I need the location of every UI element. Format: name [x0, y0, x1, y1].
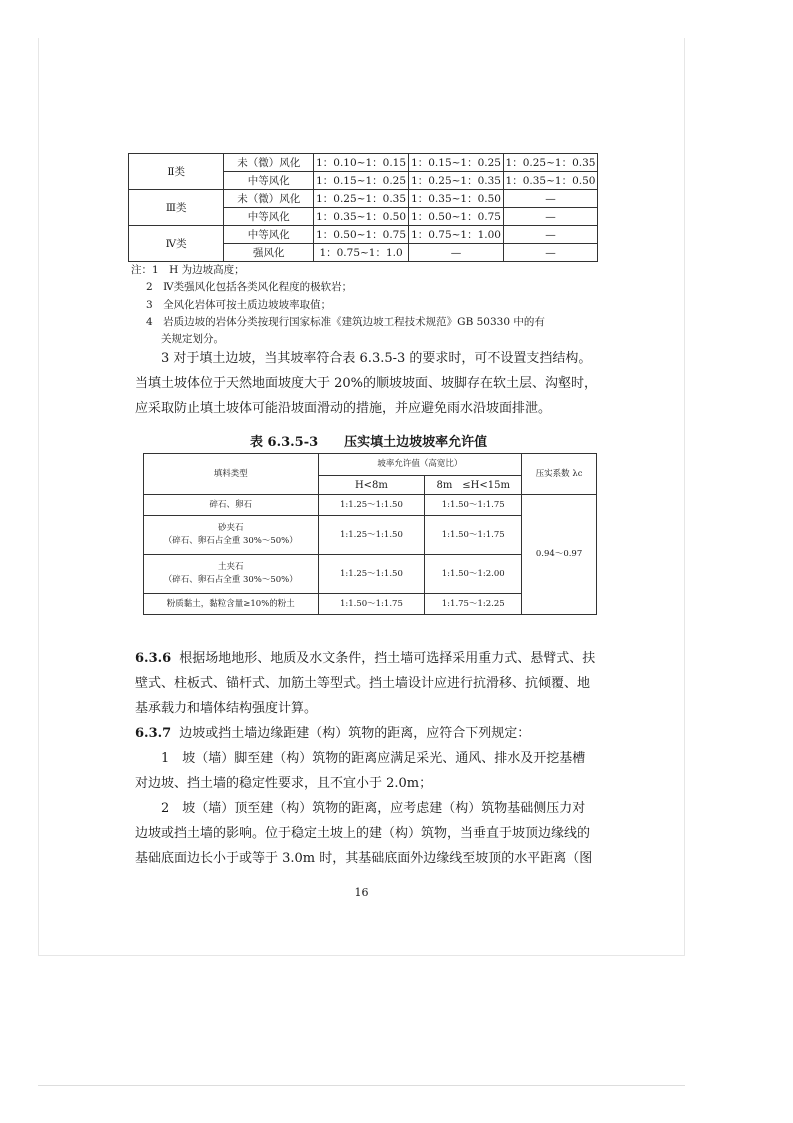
- weathering-cell: 未（微）风化: [224, 154, 314, 172]
- ratio-cell: 1:1.25～1:1.50: [318, 516, 425, 555]
- ratio-cell: 1：0.15~1：0.25: [409, 154, 504, 172]
- ratio-cell: 1：0.50~1：0.75: [409, 208, 504, 226]
- ratio-cell: 1:1.50～1:1.75: [425, 495, 522, 516]
- text-line: 对边坡、挡土墙的稳定性要求，且不宜小于 2.0m；: [135, 776, 433, 791]
- header-slope-ratio: 坡率允许值（高宽比）: [318, 454, 522, 476]
- header-height-8-15: 8m ≤H<15m: [425, 476, 522, 495]
- ratio-cell: 1：0.75~1：1.0: [314, 244, 409, 262]
- ratio-cell: —: [504, 208, 598, 226]
- text-line: 基承载力和墙体结构强度计算。: [135, 701, 318, 716]
- ratio-cell: 1:1.50～1:1.75: [318, 594, 425, 615]
- section-6-3-6: [135, 646, 596, 721]
- ratio-cell: 1:1.50～1:1.75: [425, 516, 522, 555]
- text-line: 当填土坡体位于天然地面坡度大于 20%的顺坡坡面、坡脚存在软土层、沟壑时，: [135, 376, 598, 391]
- page-border-right: [684, 38, 685, 955]
- note-1: 注：1 H 为边坡高度；: [131, 264, 245, 276]
- rock-slope-ratio-table: [128, 153, 598, 262]
- fill-slope-paragraph: [135, 346, 598, 421]
- fill-type-name: 粉质黏土，黏粒含量≥10%的粉土: [166, 598, 295, 609]
- compaction-coef-cell: 0.94～0.97: [522, 495, 597, 615]
- ratio-cell: 1：0.25~1：0.35: [314, 190, 409, 208]
- fill-type-note: （碎石、卵石占全重 30%～50%）: [163, 536, 298, 546]
- table-row: [129, 226, 598, 244]
- fill-type-name: 砂夹石: [218, 523, 244, 533]
- page-border-bottom: [38, 955, 685, 956]
- weathering-cell: 未（微）风化: [224, 190, 314, 208]
- ratio-cell: —: [504, 244, 598, 262]
- text-line: [135, 721, 590, 746]
- section-number: 6.3.7: [135, 726, 172, 741]
- section-text: 根据场地地形、地质及水文条件，挡土墙可选择采用重力式、悬臂式、扶: [179, 651, 596, 666]
- table-caption: [250, 431, 487, 450]
- note-3: 3 全风化岩体可按土质边坡坡率取值；: [146, 298, 332, 311]
- table-row: [129, 190, 598, 208]
- header-fill-type: 填料类型: [144, 454, 319, 495]
- ratio-cell: 1：0.50~1：0.75: [314, 226, 409, 244]
- fill-type-name: 土夹石: [218, 562, 244, 572]
- ratio-cell: 1:1.25～1:1.50: [318, 495, 425, 516]
- page-border-left: [38, 38, 39, 955]
- note-4-continued: 关规定划分。: [161, 333, 224, 346]
- ratio-cell: —: [409, 244, 504, 262]
- text-line: 壁式、柱板式、锚杆式、加筋土等型式。挡土墙设计应进行抗滑移、抗倾覆、地: [135, 676, 591, 691]
- note-2: 2 Ⅳ类强风化包括各类风化程度的极软岩；: [146, 281, 353, 294]
- text-line: 基础底面边长小于或等于 3.0m 时，其基础底面外边缘线至坡顶的水平距离（图: [135, 851, 593, 866]
- weathering-cell: 中等风化: [224, 226, 314, 244]
- text-line: [135, 646, 596, 671]
- fill-type-note: （碎石、卵石占全重 30%～50%）: [163, 575, 298, 585]
- fill-type-cell: [144, 495, 319, 516]
- fill-type-cell: [144, 516, 319, 555]
- ratio-cell: 1：0.35~1：0.50: [409, 190, 504, 208]
- ratio-cell: 1：0.35~1：0.50: [504, 172, 598, 190]
- weathering-cell: 强风化: [224, 244, 314, 262]
- text-line: 1 坡（墙）脚至建（构）筑物的距离应满足采光、通风、排水及开挖基槽: [161, 751, 586, 766]
- note-4: 4 岩质边坡的岩体分类按现行国家标准《建筑边坡工程技术规范》GB 50330 中的有: [146, 315, 545, 328]
- table-row: [129, 154, 598, 172]
- text-line: 应采取防止填土坡体可能沿坡面滑动的措施，并应避免雨水沿坡面排泄。: [135, 401, 552, 416]
- header-height-lt-8: H<8m: [318, 476, 425, 495]
- text-line: 2 坡（墙）顶至建（构）筑物的距离，应考虑建（构）筑物基础侧压力对: [161, 801, 586, 816]
- text-line: 3 对于填土边坡，当其坡率符合表 6.3.5-3 的要求时，可不设置支挡结构。: [161, 351, 592, 366]
- ratio-cell: 1：0.15~1：0.25: [314, 172, 409, 190]
- text-line: 边坡或挡土墙的影响。位于稳定土坡上的建（构）筑物，当垂直于坡顶边缘线的: [135, 826, 591, 841]
- fill-type-name: 碎石、卵石: [209, 499, 253, 510]
- page-number: 16: [354, 886, 369, 899]
- compacted-fill-slope-table: [143, 453, 597, 615]
- table-number: 表 6.3.5-3: [250, 435, 319, 450]
- ratio-cell: 1:1.25～1:1.50: [318, 555, 425, 594]
- rock-class-cell: Ⅳ类: [129, 226, 224, 262]
- page-bottom-rule: [38, 1085, 685, 1086]
- section-number: 6.3.6: [135, 651, 172, 666]
- ratio-cell: 1:1.75～1:2.25: [425, 594, 522, 615]
- section-6-3-7: [135, 721, 593, 871]
- table-row: [144, 495, 597, 516]
- ratio-cell: 1：0.75~1：1.00: [409, 226, 504, 244]
- fill-type-cell: [144, 594, 319, 615]
- ratio-cell: 1：0.10~1：0.15: [314, 154, 409, 172]
- ratio-cell: —: [504, 226, 598, 244]
- ratio-cell: 1：0.25~1：0.35: [504, 154, 598, 172]
- ratio-cell: 1：0.35~1：0.50: [314, 208, 409, 226]
- header-compaction-coef: 压实系数 λc: [522, 454, 597, 495]
- rock-class-cell: Ⅱ类: [129, 154, 224, 190]
- weathering-cell: 中等风化: [224, 208, 314, 226]
- table-title: 压实填土边坡坡率允许值: [344, 435, 488, 450]
- section-text: 边坡或挡土墙边缘距建（构）筑物的距离，应符合下列规定：: [179, 726, 531, 741]
- table-notes: [131, 262, 601, 348]
- weathering-cell: 中等风化: [224, 172, 314, 190]
- ratio-cell: —: [504, 190, 598, 208]
- rock-class-cell: Ⅲ类: [129, 190, 224, 226]
- fill-type-cell: [144, 555, 319, 594]
- table-header-row: [144, 454, 597, 476]
- ratio-cell: 1：0.25~1：0.35: [409, 172, 504, 190]
- ratio-cell: 1:1.50～1:2.00: [425, 555, 522, 594]
